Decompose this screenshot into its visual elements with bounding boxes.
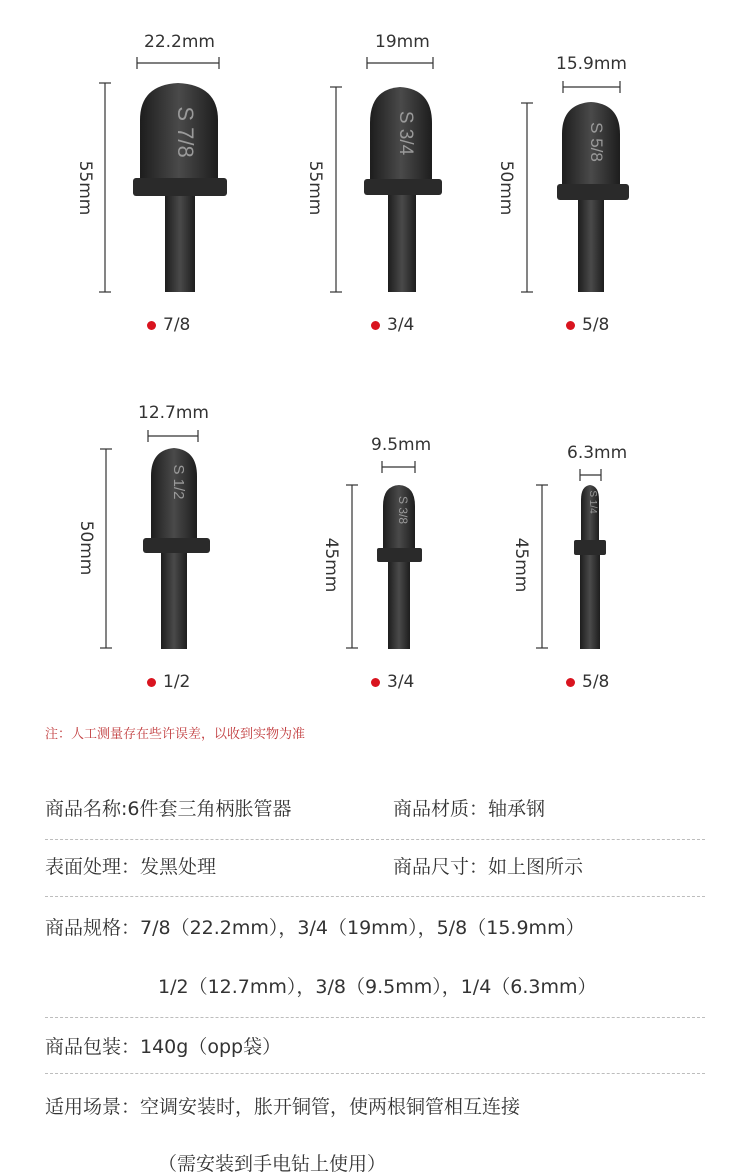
stamp-text: S 1/2 [170, 464, 187, 500]
stamp-text: S 3/4 [395, 110, 416, 156]
caption-text: 5/8 [582, 315, 610, 335]
spec-specification: 商品规格：7/8（22.2mm），3/4（19mm），5/8（15.9mm） [45, 917, 585, 939]
measurement-note: 注：人工测量存在些许误差，以收到实物为准 [45, 727, 306, 742]
height-label: 55mm [305, 160, 325, 216]
divider [45, 896, 705, 897]
stamp-text: S 7/8 [173, 106, 198, 158]
stamp-text: S 1/4 [587, 490, 598, 514]
caption-text: 3/4 [387, 315, 415, 335]
divider [45, 839, 705, 840]
spec-size: 商品尺寸：如上图所示 [393, 856, 584, 878]
divider [45, 1073, 705, 1074]
width-label: 19mm [375, 32, 430, 52]
height-label: 55mm [75, 160, 95, 216]
spec-product-name: 商品名称:6件套三角柄胀管器 [45, 798, 292, 820]
width-label: 9.5mm [371, 435, 432, 455]
flaring-tool-image [574, 484, 608, 652]
spec-surface: 表面处理：发黑处理 [45, 856, 217, 878]
height-label: 50mm [76, 520, 96, 576]
size-caption [566, 672, 609, 692]
caption-text: 1/2 [163, 672, 191, 692]
width-label: 12.7mm [138, 403, 209, 423]
spec-usage: 适用场景：空调安装时，胀开铜管，使两根铜管相互连接 [45, 1096, 521, 1118]
caption-text: 3/4 [387, 672, 415, 692]
height-label: 50mm [496, 160, 516, 216]
spec-packaging: 商品包装：140g（opp袋） [45, 1036, 282, 1058]
stamp-text: S 3/8 [396, 495, 410, 525]
divider [45, 1017, 705, 1018]
width-label: 6.3mm [567, 443, 628, 463]
caption-text: 5/8 [582, 672, 610, 692]
height-label: 45mm [511, 537, 531, 593]
spec-material: 商品材质：轴承钢 [393, 798, 546, 820]
spec-specification-cont: 1/2（12.7mm），3/8（9.5mm），1/4（6.3mm） [158, 976, 597, 998]
width-label: 22.2mm [144, 32, 215, 52]
bullet-dot-icon [566, 678, 575, 687]
width-label: 15.9mm [556, 54, 627, 74]
caption-text: 7/8 [163, 315, 191, 335]
spec-usage-cont: （需安装到手电钻上使用） [158, 1153, 387, 1175]
stamp-text: S 5/8 [587, 122, 606, 162]
height-label: 45mm [321, 537, 341, 593]
